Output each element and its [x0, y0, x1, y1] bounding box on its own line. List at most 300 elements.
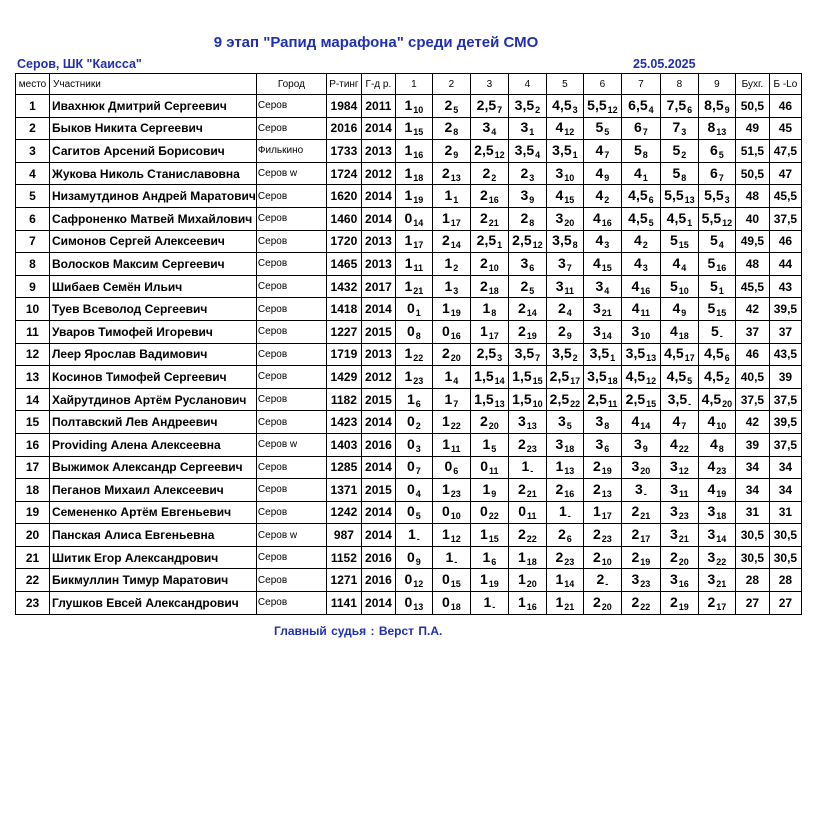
result-score: 4	[634, 254, 642, 271]
result-opponent: 15	[413, 127, 424, 138]
result-opponent: 19	[678, 601, 689, 612]
result-score: 1	[442, 480, 450, 497]
round-9-result	[698, 253, 735, 276]
round-9-result	[698, 546, 735, 569]
round-9-result	[698, 95, 735, 118]
buchholz-cell: 45	[769, 117, 801, 140]
city-cell: Серов	[256, 298, 326, 321]
result-opponent: 12	[564, 127, 575, 138]
round-7-result	[621, 298, 660, 321]
result-opponent: 10	[640, 330, 651, 341]
buchholz-cell: 39,5	[769, 411, 801, 434]
result-opponent: 15	[488, 534, 499, 545]
round-8-result	[660, 207, 698, 230]
result-score: 0	[407, 413, 415, 430]
round-5-result	[546, 411, 583, 434]
result-score: 5	[595, 119, 604, 136]
round-5-result	[546, 569, 583, 592]
result-score: 5	[672, 164, 681, 181]
result-score: 3	[558, 413, 566, 430]
result-score: 3,5	[667, 390, 688, 407]
participant-name: Уваров Тимофей Игоревич	[50, 320, 257, 343]
page-title: 9 этап "Рапид марафона" среди детей СМО	[213, 34, 539, 51]
result-opponent: 21	[640, 511, 651, 522]
rating-cell: 1720	[326, 230, 361, 253]
round-2-result	[432, 501, 470, 524]
header-points: Бухг.	[735, 74, 769, 95]
round-7-result	[621, 433, 660, 456]
result-score: 5,5	[664, 187, 684, 204]
buchholz-cell: 43,5	[769, 343, 801, 366]
table-row	[16, 320, 802, 343]
result-score: 4	[672, 413, 681, 430]
points-cell: 42	[735, 411, 769, 434]
round-1-result	[395, 343, 432, 366]
round-6-result	[583, 524, 621, 547]
round-8-result	[660, 411, 698, 434]
result-score: 2	[480, 277, 488, 294]
points-cell: 45,5	[735, 275, 769, 298]
city-cell: Серов	[256, 569, 326, 592]
result-opponent: 9	[415, 556, 421, 567]
round-2-result	[432, 592, 470, 615]
result-opponent: 1	[687, 217, 693, 228]
table-row	[16, 95, 802, 118]
result-score: 3	[520, 254, 529, 271]
result-opponent: 6	[604, 443, 610, 454]
result-score: 0	[442, 571, 450, 588]
header-round-6: 6	[583, 74, 621, 95]
participant-name: Пеганов Михаил Алексеевич	[50, 479, 257, 502]
result-score: 1	[480, 322, 488, 339]
round-6-result	[583, 298, 621, 321]
result-opponent: 17	[570, 375, 581, 386]
header-buchholz: Б -Lo	[769, 74, 801, 95]
result-score: 2	[593, 526, 601, 543]
result-score: 2	[631, 503, 640, 520]
points-cell: 31	[735, 501, 769, 524]
points-cell: 51,5	[735, 140, 769, 163]
round-3-result	[470, 185, 508, 208]
birth-year-cell: 2014	[361, 501, 395, 524]
round-1-result	[395, 592, 432, 615]
table-row	[16, 343, 802, 366]
round-2-result	[432, 140, 470, 163]
result-score: 3	[707, 571, 716, 588]
round-8-result	[660, 592, 698, 615]
result-score: 1	[483, 593, 492, 610]
result-opponent: 16	[413, 149, 424, 160]
round-5-result	[546, 366, 583, 389]
result-score: 5	[670, 277, 678, 294]
round-7-result	[621, 479, 660, 502]
city-cell: Серов	[256, 95, 326, 118]
result-opponent: 2	[604, 195, 610, 206]
round-8-result	[660, 275, 698, 298]
result-score: 1	[404, 345, 413, 362]
result-score: 1	[408, 526, 416, 543]
result-score: 2	[518, 526, 526, 543]
result-opponent: 18	[413, 172, 424, 183]
round-1-result	[395, 162, 432, 185]
rating-cell: 1733	[326, 140, 361, 163]
result-score: 5	[634, 141, 642, 158]
header-round-1: 1	[395, 74, 432, 95]
round-3-result	[470, 501, 508, 524]
round-9-result	[698, 185, 735, 208]
round-3-result	[470, 253, 508, 276]
result-opponent: 7	[535, 353, 541, 364]
result-opponent: 16	[601, 217, 612, 228]
result-opponent: 21	[716, 579, 727, 590]
result-opponent: 14	[494, 375, 505, 386]
rating-cell: 1285	[326, 456, 361, 479]
participant-name: Выжимок Александр Сергеевич	[50, 456, 257, 479]
birth-year-cell: 2014	[361, 411, 395, 434]
rating-cell: 2016	[326, 117, 361, 140]
result-score: 2	[520, 164, 529, 181]
round-4-result	[508, 592, 546, 615]
result-score: 2	[707, 593, 716, 610]
rating-cell: 1182	[326, 388, 361, 411]
city-cell: Серов	[256, 366, 326, 389]
participant-name: Низамутдинов Андрей Маратович	[50, 185, 257, 208]
result-opponent: 11	[607, 398, 618, 409]
result-score: 5,5	[701, 209, 722, 226]
result-opponent: 7	[642, 127, 648, 138]
result-score: 4	[593, 209, 601, 226]
result-opponent: 20	[488, 421, 499, 432]
result-opponent: 12	[678, 466, 689, 477]
result-opponent: 14	[601, 330, 612, 341]
result-opponent: 7	[415, 466, 421, 477]
table-row	[16, 366, 802, 389]
participant-name: Туев Всеволод Сергеевич	[50, 298, 257, 321]
round-1-result	[395, 185, 432, 208]
participant-name: Providing Алена Алексеевна	[50, 433, 257, 456]
result-opponent: 16	[488, 195, 499, 206]
round-3-result	[470, 320, 508, 343]
result-score: 3	[593, 322, 601, 339]
round-2-result	[432, 366, 470, 389]
round-7-result	[621, 320, 660, 343]
result-opponent: 16	[640, 285, 651, 296]
result-score: 1	[482, 480, 491, 497]
result-opponent: 3	[529, 172, 535, 183]
round-4-result	[508, 366, 546, 389]
result-opponent: 17	[640, 534, 651, 545]
round-6-result	[583, 253, 621, 276]
result-opponent: 18	[488, 285, 499, 296]
result-opponent: 14	[413, 217, 424, 228]
table-row	[16, 479, 802, 502]
result-opponent: 21	[488, 217, 499, 228]
round-4-result	[508, 433, 546, 456]
round-9-result	[698, 569, 735, 592]
result-opponent: 16	[716, 262, 727, 273]
birth-year-cell: 2014	[361, 592, 395, 615]
round-3-result	[470, 275, 508, 298]
rating-cell: 1423	[326, 411, 361, 434]
result-score: 4	[670, 322, 678, 339]
result-opponent: 16	[564, 488, 575, 499]
result-opponent: 13	[601, 488, 612, 499]
result-score: 0	[407, 435, 415, 452]
result-score: 3,5	[587, 367, 607, 384]
result-score: 2,5	[625, 390, 646, 407]
result-opponent: 4	[718, 240, 724, 251]
result-opponent: 20	[722, 398, 733, 409]
result-opponent: 3	[604, 240, 610, 251]
round-5-result	[546, 140, 583, 163]
rating-cell: 987	[326, 524, 361, 547]
participant-name: Бикмуллин Тимур Маратович	[50, 569, 257, 592]
birth-year-cell: 2016	[361, 433, 395, 456]
result-score: 4,5	[625, 367, 646, 384]
result-opponent: 18	[450, 601, 461, 612]
result-opponent: 19	[716, 488, 727, 499]
round-7-result	[621, 524, 660, 547]
result-score: 3	[555, 435, 564, 452]
result-opponent: 2	[681, 149, 687, 160]
result-score: 2	[482, 164, 491, 181]
round-2-result	[432, 162, 470, 185]
result-score: 0	[407, 300, 415, 317]
header-year: Г-д р.	[361, 74, 395, 95]
place-cell: 3	[16, 140, 50, 163]
round-4-result	[508, 162, 546, 185]
city-cell: Серов	[256, 592, 326, 615]
result-opponent: 3	[724, 195, 730, 206]
result-score: 1	[442, 300, 450, 317]
result-score: 2	[480, 413, 488, 430]
result-score: 2	[593, 480, 601, 497]
result-opponent: 3	[415, 443, 421, 454]
round-4-result	[508, 298, 546, 321]
city-cell: Серов	[256, 456, 326, 479]
result-score: 4	[595, 232, 604, 249]
round-4-result	[508, 524, 546, 547]
round-2-result	[432, 298, 470, 321]
city-cell: Серов	[256, 253, 326, 276]
points-cell: 40,5	[735, 366, 769, 389]
result-opponent: 2	[453, 262, 459, 273]
rating-cell: 1403	[326, 433, 361, 456]
round-1-result	[395, 501, 432, 524]
result-opponent: 2	[491, 172, 497, 183]
result-score: 6	[634, 119, 642, 136]
rating-cell: 1620	[326, 185, 361, 208]
result-score: 1,5	[474, 390, 494, 407]
round-1-result	[395, 253, 432, 276]
round-5-result	[546, 388, 583, 411]
participant-name: Семененко Артём Евгеньевич	[50, 501, 257, 524]
result-score: 7,5	[666, 96, 687, 113]
round-2-result	[432, 275, 470, 298]
round-7-result	[621, 343, 660, 366]
result-opponent: 16	[450, 330, 461, 341]
result-score: 1	[444, 187, 453, 204]
result-opponent: 15	[450, 579, 461, 590]
result-opponent: 2	[415, 421, 421, 432]
place-cell: 16	[16, 433, 50, 456]
result-score: 2	[442, 164, 450, 181]
round-3-result	[470, 433, 508, 456]
result-score: 1	[442, 526, 450, 543]
round-8-result	[660, 140, 698, 163]
round-9-result	[698, 524, 735, 547]
birth-year-cell: 2016	[361, 569, 395, 592]
round-8-result	[660, 253, 698, 276]
result-opponent: 6	[415, 398, 421, 409]
result-opponent: 11	[564, 285, 575, 296]
result-opponent: 18	[716, 511, 727, 522]
round-6-result	[583, 546, 621, 569]
result-score: 4	[707, 480, 716, 497]
result-score: 2	[518, 480, 526, 497]
result-opponent: 1	[572, 149, 578, 160]
round-7-result	[621, 185, 660, 208]
rating-cell: 1724	[326, 162, 361, 185]
result-opponent: 1	[453, 195, 459, 206]
place-cell: 10	[16, 298, 50, 321]
round-5-result	[546, 501, 583, 524]
round-3-result	[470, 140, 508, 163]
result-opponent: 9	[566, 330, 572, 341]
result-score: 8	[707, 119, 716, 136]
round-3-result	[470, 298, 508, 321]
buchholz-cell: 46	[769, 230, 801, 253]
result-score: 3	[631, 571, 640, 588]
table-row	[16, 546, 802, 569]
round-1-result	[395, 140, 432, 163]
buchholz-cell: 31	[769, 501, 801, 524]
result-opponent: 22	[488, 511, 499, 522]
chief-judge	[274, 624, 442, 638]
round-7-result	[621, 140, 660, 163]
result-opponent: 21	[601, 308, 612, 319]
result-opponent: 8	[491, 308, 497, 319]
buchholz-cell: 28	[769, 569, 801, 592]
result-opponent: 21	[413, 285, 424, 296]
birth-year-cell: 2017	[361, 275, 395, 298]
round-6-result	[583, 162, 621, 185]
table-row	[16, 592, 802, 615]
round-6-result	[583, 140, 621, 163]
points-cell: 28	[735, 569, 769, 592]
buchholz-cell: 43	[769, 275, 801, 298]
result-opponent: 17	[413, 240, 424, 251]
result-opponent: 3	[681, 127, 687, 138]
birth-year-cell: 2013	[361, 140, 395, 163]
result-opponent: 4	[535, 149, 541, 160]
result-score: 4	[595, 164, 604, 181]
result-score: 1	[404, 96, 413, 113]
header-city: Город	[256, 74, 326, 95]
header-round-7: 7	[621, 74, 660, 95]
result-score: 1	[404, 367, 413, 384]
result-opponent: 12	[722, 217, 733, 228]
buchholz-cell: 45,5	[769, 185, 801, 208]
header-rating: Р-тинг	[326, 74, 361, 95]
result-opponent: 12	[413, 579, 424, 590]
place-cell: 20	[16, 524, 50, 547]
round-5-result	[546, 479, 583, 502]
round-9-result	[698, 592, 735, 615]
result-opponent: 23	[678, 511, 689, 522]
round-4-result	[508, 253, 546, 276]
round-5-result	[546, 433, 583, 456]
table-row	[16, 501, 802, 524]
result-opponent: 9	[491, 488, 497, 499]
points-cell: 49	[735, 117, 769, 140]
round-1-result	[395, 207, 432, 230]
result-opponent: 13	[494, 398, 505, 409]
round-5-result	[546, 253, 583, 276]
round-3-result	[470, 117, 508, 140]
round-1-result	[395, 433, 432, 456]
result-opponent: 8	[718, 443, 724, 454]
result-score: 2	[670, 548, 678, 565]
buchholz-cell: 27	[769, 592, 801, 615]
result-opponent: 10	[678, 285, 689, 296]
round-7-result	[621, 162, 660, 185]
round-8-result	[660, 546, 698, 569]
result-opponent: 7	[453, 398, 459, 409]
result-score: 3,5	[589, 345, 610, 362]
round-3-result	[470, 162, 508, 185]
result-opponent: 8	[453, 127, 459, 138]
result-score: 1	[559, 503, 567, 520]
result-score: 0	[407, 548, 415, 565]
round-8-result	[660, 298, 698, 321]
result-score: 2	[596, 571, 605, 588]
result-opponent: 2	[642, 240, 648, 251]
result-opponent: 15	[678, 240, 689, 251]
round-3-result	[470, 524, 508, 547]
city-cell: Серов	[256, 411, 326, 434]
result-score: 2	[480, 254, 488, 271]
result-opponent: -	[643, 488, 647, 499]
tournament-location: Серов, ШК "Каисса"	[17, 57, 142, 71]
result-opponent: 10	[601, 556, 612, 567]
result-opponent: 6	[453, 466, 459, 477]
round-9-result	[698, 162, 735, 185]
result-opponent: 18	[526, 556, 537, 567]
result-score: 3	[631, 458, 640, 475]
table-row	[16, 524, 802, 547]
participant-name: Шитик Егор Александрович	[50, 546, 257, 569]
participant-name: Быков Никита Сергеевич	[50, 117, 257, 140]
result-score: 2	[593, 548, 601, 565]
tournament-date: 25.05.2025	[633, 57, 696, 71]
result-opponent: 7	[497, 104, 503, 115]
result-score: 0	[480, 458, 489, 475]
round-1-result	[395, 275, 432, 298]
round-3-result	[470, 343, 508, 366]
points-cell: 37,5	[735, 388, 769, 411]
rating-cell: 1429	[326, 366, 361, 389]
result-opponent: 20	[450, 353, 461, 364]
result-opponent: 17	[716, 601, 727, 612]
result-score: 4	[595, 141, 604, 158]
result-score: 4	[710, 435, 718, 452]
participant-name: Косинов Тимофей Сергеевич	[50, 366, 257, 389]
round-8-result	[660, 456, 698, 479]
buchholz-cell: 44	[769, 253, 801, 276]
round-7-result	[621, 546, 660, 569]
place-cell: 5	[16, 185, 50, 208]
